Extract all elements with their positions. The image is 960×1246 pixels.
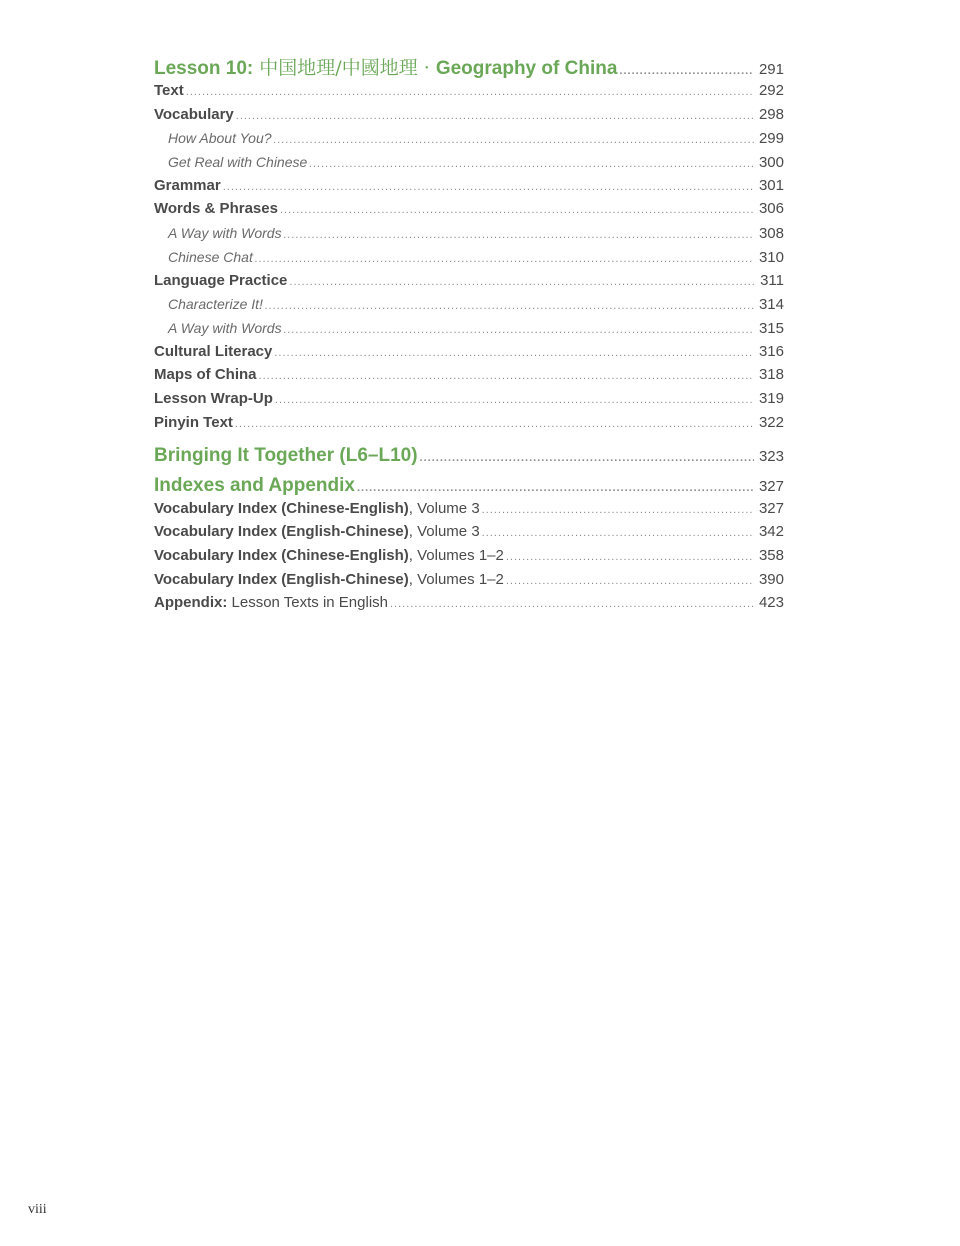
dot-leader bbox=[284, 321, 754, 339]
page-number: 390 bbox=[758, 570, 784, 588]
page-number: 301 bbox=[758, 176, 784, 194]
dot-leader bbox=[309, 155, 754, 173]
toc-entry-language-practice[interactable] bbox=[154, 272, 784, 290]
toc-entry-grammar[interactable] bbox=[154, 177, 784, 195]
entry-label: Text bbox=[154, 82, 184, 99]
dot-leader bbox=[265, 297, 754, 315]
dot-leader bbox=[223, 178, 754, 196]
toc-subentry-chinese-chat[interactable] bbox=[154, 248, 784, 266]
page-number: 327 bbox=[758, 499, 784, 517]
entry-label: Grammar bbox=[154, 176, 221, 194]
entry-label-bold: Vocabulary Index (English-Chinese) bbox=[154, 570, 409, 588]
toc-index-entry[interactable] bbox=[154, 523, 784, 541]
entry-label: Lesson Wrap-Up bbox=[154, 389, 273, 407]
dot-leader bbox=[357, 476, 754, 500]
dot-leader bbox=[506, 548, 754, 566]
page-number: 316 bbox=[758, 342, 784, 360]
dot-leader bbox=[482, 524, 754, 542]
toc-index-entry[interactable] bbox=[154, 547, 784, 565]
page-number: 323 bbox=[758, 447, 784, 465]
dot-leader bbox=[289, 273, 754, 291]
dot-leader bbox=[274, 344, 754, 362]
entry-label: Pinyin Text bbox=[154, 413, 233, 431]
toc-subentry-how-about-you[interactable] bbox=[154, 129, 784, 147]
page-number: 299 bbox=[758, 130, 784, 148]
page-number: 319 bbox=[758, 389, 784, 407]
dot-leader bbox=[280, 201, 754, 219]
entry-label: Characterize It! bbox=[168, 296, 263, 313]
dot-leader bbox=[506, 572, 754, 590]
toc-index-entry[interactable] bbox=[154, 571, 784, 589]
page-folio: viii bbox=[28, 1202, 47, 1217]
dot-leader bbox=[284, 226, 754, 244]
entry-label: A Way with Words bbox=[168, 319, 282, 336]
page-number: 306 bbox=[758, 200, 784, 218]
lesson-label-prefix: Lesson 10: bbox=[154, 58, 254, 79]
toc-bringing-it-together-heading[interactable] bbox=[154, 444, 784, 468]
dot-leader bbox=[255, 250, 754, 268]
toc-lesson-10-heading[interactable] bbox=[154, 56, 784, 80]
entry-label: Maps of China bbox=[154, 366, 257, 384]
entry-label-rest: , Volumes 1–2 bbox=[408, 570, 504, 588]
entry-label-rest: Lesson Texts in English bbox=[227, 594, 388, 612]
toc-subentry-get-real-with-chinese[interactable] bbox=[154, 153, 784, 171]
page-number: 298 bbox=[758, 105, 784, 123]
dot-leader bbox=[259, 367, 754, 385]
toc-entry-cultural-literacy[interactable] bbox=[154, 343, 784, 361]
toc-entry-vocabulary[interactable] bbox=[154, 106, 784, 124]
dot-leader bbox=[186, 83, 754, 101]
entry-label-bold: Appendix: bbox=[154, 594, 228, 612]
page-number: 291 bbox=[758, 61, 784, 78]
table-of-contents bbox=[154, 56, 784, 618]
dot-leader bbox=[275, 391, 754, 409]
dot-leader bbox=[235, 415, 754, 433]
page-number: 342 bbox=[758, 523, 784, 541]
toc-subentry-a-way-with-words-2[interactable] bbox=[154, 319, 784, 337]
toc-indexes-appendix-heading[interactable] bbox=[154, 474, 784, 498]
toc-entry-words-phrases[interactable] bbox=[154, 200, 784, 218]
page-number: 300 bbox=[758, 154, 784, 172]
entry-label: Words & Phrases bbox=[154, 200, 278, 218]
toc-entry-text[interactable] bbox=[154, 82, 784, 100]
dot-leader bbox=[236, 107, 754, 125]
page-number: 308 bbox=[758, 225, 784, 243]
dot-leader bbox=[390, 595, 754, 613]
entry-label-rest: , Volume 3 bbox=[408, 523, 480, 541]
page-number: 327 bbox=[758, 477, 784, 495]
entry-label-bold: Vocabulary Index (English-Chinese) bbox=[154, 523, 409, 541]
toc-subentry-a-way-with-words[interactable] bbox=[154, 224, 784, 242]
page-number: 315 bbox=[758, 319, 784, 337]
dot-leader bbox=[482, 501, 754, 519]
entry-label-rest: , Volumes 1–2 bbox=[408, 547, 504, 564]
entry-label-bold: Vocabulary Index (Chinese-English) bbox=[154, 499, 409, 517]
page-number: 322 bbox=[758, 413, 784, 431]
page-number: 358 bbox=[758, 547, 784, 564]
page-number: 292 bbox=[758, 82, 784, 99]
page-number: 310 bbox=[758, 248, 784, 266]
toc-entry-pinyin-text[interactable] bbox=[154, 414, 784, 432]
entry-label: A Way with Words bbox=[168, 225, 282, 242]
toc-entry-maps-of-china[interactable] bbox=[154, 366, 784, 384]
lesson-label-english: Geography of China bbox=[435, 58, 618, 79]
toc-appendix-entry[interactable] bbox=[154, 594, 784, 612]
toc-index-entry[interactable] bbox=[154, 500, 784, 518]
page-number: 318 bbox=[758, 366, 784, 384]
section-label: Bringing It Together (L6–L10) bbox=[154, 444, 418, 466]
entry-label: Chinese Chat bbox=[168, 248, 253, 265]
dot-leader bbox=[619, 59, 754, 83]
toc-entry-lesson-wrap-up[interactable] bbox=[154, 390, 784, 408]
dot-leader bbox=[420, 446, 754, 470]
page-number: 311 bbox=[760, 271, 784, 289]
entry-label: How About You? bbox=[168, 130, 272, 147]
lesson-label-chinese: 中国地理/中國地理 · bbox=[253, 57, 436, 79]
page-number: 423 bbox=[758, 594, 784, 612]
entry-label: Cultural Literacy bbox=[154, 342, 273, 360]
section-label: Indexes and Appendix bbox=[154, 474, 355, 496]
entry-label-rest: , Volume 3 bbox=[408, 499, 480, 517]
toc-subentry-characterize-it[interactable] bbox=[154, 295, 784, 313]
entry-label: Vocabulary bbox=[154, 105, 234, 123]
page-number: 314 bbox=[758, 296, 784, 314]
entry-label: Language Practice bbox=[154, 271, 288, 289]
dot-leader bbox=[274, 131, 754, 149]
entry-label-bold: Vocabulary Index (Chinese-English) bbox=[154, 547, 409, 564]
entry-label: Get Real with Chinese bbox=[168, 154, 308, 171]
